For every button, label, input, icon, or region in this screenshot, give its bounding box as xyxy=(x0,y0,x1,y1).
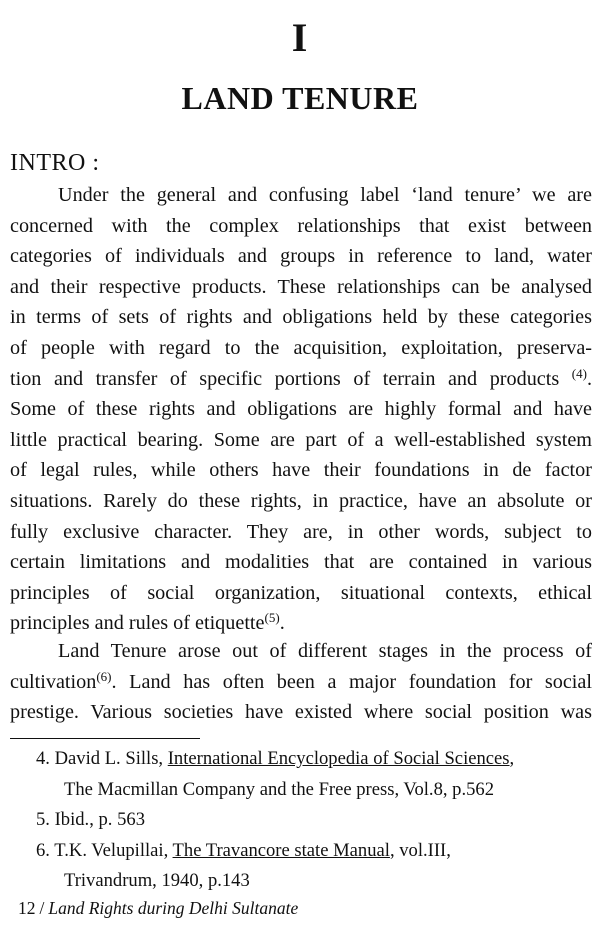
text-line-with-ref xyxy=(10,364,592,395)
footnote-author: T.K. Velupillai, xyxy=(54,839,169,861)
footnote-continuation: The Macmillan Company and the Free press, Vol.8, p.562 xyxy=(64,778,494,800)
paragraph-land-tenure xyxy=(10,636,592,728)
reference-marker: (4) xyxy=(571,365,587,381)
text-segment: tion and transfer of specific portions of terrain and products xyxy=(10,367,560,390)
text-line-with-ref xyxy=(10,608,592,639)
running-footer xyxy=(18,898,298,919)
footnote-author: David L. Sills, xyxy=(54,748,164,769)
reference-marker: (6) xyxy=(96,668,112,684)
text-segment: principles and rules of etiquette xyxy=(10,612,265,635)
chapter-title: LAND TENURE xyxy=(181,80,419,116)
text-line: little practical bearing. Some are part of a well-established system xyxy=(10,428,592,451)
text-line: categories of individuals and groups in reference to land, water xyxy=(10,245,592,268)
page-number: 12 xyxy=(18,898,36,918)
footnote-number: 4. xyxy=(36,748,50,769)
text-line: in terms of sets of rights and obligations held by these categories xyxy=(10,306,592,329)
footnote-number: 5. xyxy=(36,809,50,830)
reference-marker: (5) xyxy=(264,610,280,626)
text-line: of legal rules, while others have their foundations in de factor xyxy=(10,459,592,482)
footnote-item xyxy=(36,744,592,775)
text-line: Some of these rights and obligations are highly formal and have xyxy=(10,398,592,421)
footnote-work-title: International Encyclopedia of Social Sciences xyxy=(167,748,510,769)
footnote-work-title: The Travancore state Manual xyxy=(172,839,390,861)
punctuation: , vol.III, xyxy=(389,839,451,861)
text-segment: . Land has often been a major foundation for social xyxy=(111,670,592,693)
text-segment: cultivation xyxy=(10,670,97,693)
footer-separator: / xyxy=(39,898,45,918)
footnote-number: 6. xyxy=(36,839,50,861)
section-heading: INTRO : xyxy=(10,150,100,176)
footnote-continuation: Trivandrum, 1940, p.143 xyxy=(64,870,250,891)
text-line: certain limitations and modalities that are contained in various xyxy=(10,551,592,574)
paragraph-intro xyxy=(10,180,592,639)
punctuation: . xyxy=(279,612,285,635)
punctuation: . xyxy=(586,367,593,390)
text-line: prestige. Various societies have existed where social position was xyxy=(10,701,592,724)
footnotes xyxy=(36,744,592,897)
text-line: Land Tenure arose out of different stages in the process of xyxy=(58,640,592,662)
text-line: Under the general and confusing label ‘land tenure’ we are xyxy=(58,184,592,206)
footnote-text: Ibid., p. 563 xyxy=(54,809,145,830)
footnote-divider xyxy=(10,738,200,739)
punctuation: , xyxy=(509,748,515,769)
text-line: fully exclusive character. They are, in other words, subject to xyxy=(10,520,592,543)
text-line-with-ref xyxy=(10,667,592,698)
text-line: concerned with the complex relationships that exist between xyxy=(10,214,592,237)
chapter-number: I xyxy=(291,15,309,60)
text-line: situations. Rarely do these rights, in practice, have an absolute or xyxy=(10,489,592,512)
text-line: and their respective products. These relationships can be analysed xyxy=(10,275,592,298)
footnote-item xyxy=(36,836,592,867)
book-title: Land Rights during Delhi Sultanate xyxy=(48,898,299,918)
footnote-item xyxy=(36,805,592,836)
text-line: principles of social organization, situational contexts, ethical xyxy=(10,581,592,604)
text-line: of people with regard to the acquisition, exploitation, preserva- xyxy=(10,336,592,359)
